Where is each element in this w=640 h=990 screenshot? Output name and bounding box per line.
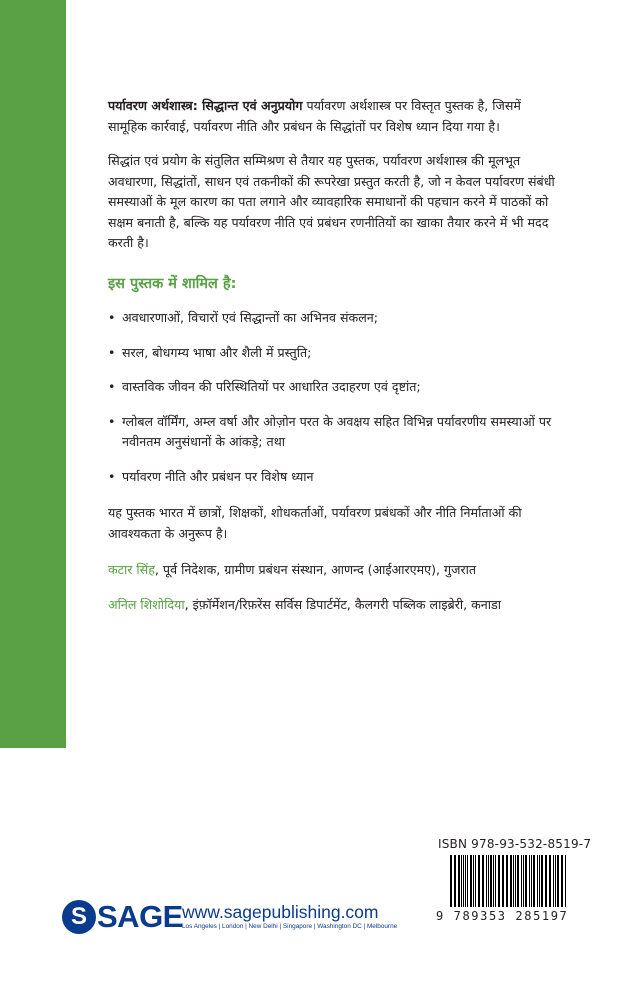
barcode-bar [526, 855, 527, 907]
barcode-bar [499, 855, 500, 907]
sage-logo [62, 897, 183, 937]
back-cover-text [108, 96, 563, 629]
feature-item: • ग्लोबल वॉर्मिंग, अम्ल वर्षा और ओज़ोन परत के अवक्षय सहित विभिन्न पर्यावरणीय समस्याओं पर नवीनतम अनुसंधानों के आंकड़े; तथा [108, 412, 563, 453]
feature-item: • अवधारणाओं, विचारों एवं सिद्धान्तों का अभिनव संकलन; [108, 308, 563, 329]
barcode-bar [461, 855, 462, 907]
barcode-bar [558, 855, 559, 907]
book-title: पर्यावरण अर्थशास्त्र: सिद्धान्त एवं अनुप्रयोग [108, 98, 303, 113]
barcode-bar [495, 855, 496, 907]
description-paragraph: सिद्धांत एवं प्रयोग के संतुलित सम्मिश्रण से तैयार यह पुस्तक, पर्यावरण अर्थशास्त्र की मूलभूत अवधारणा, सिद्धांतों, साधन एवं तकनीकों की रूपरेखा प्रस्तुत करती है, जो न केवल पर्यावरण संबंधी समस्याओं के मूल कारण का पता लगाने और व्यावहारिक समाधानों की पहचान करने में पाठकों को सक्षम बनाती है, बल्कि यह पर्यावरण नीति एवं प्रबंधन रणनीतियों का खाका तैयार करने में भी मदद करती है। [108, 153, 555, 250]
feature-item: • सरल, बोधगम्य भाषा और शैली में प्रस्तुति; [108, 343, 563, 364]
barcode-bar [506, 855, 507, 907]
barcode-bar [521, 855, 522, 907]
barcode-bar [475, 855, 476, 907]
barcode-bar [465, 855, 466, 907]
barcode-bar [534, 855, 535, 907]
barcode-bar [553, 855, 554, 907]
barcode [450, 855, 566, 907]
barcode-bar [529, 855, 530, 907]
author-affiliation: , इंफ़ॉर्मेशन/रिफ़रेंस सर्विस डिपार्टमेंट, कैलगरी पब्लिक लाइब्रेरी, कनाडा [184, 596, 502, 612]
feature-item: • पर्यावरण नीति और प्रबंधन पर विशेष ध्यान [108, 467, 563, 488]
feature-item: • वास्तविक जीवन की परिस्थितियों पर आधारित उदाहरण एवं दृष्टांत; [108, 377, 563, 398]
green-side-band [0, 0, 66, 748]
intro-paragraph [108, 96, 563, 137]
barcode-digits: 9 789353 285197 [436, 909, 569, 923]
includes-heading: इस पुस्तक में शामिल है: [108, 275, 237, 292]
audience-paragraph: यह पुस्तक भारत में छात्रों, शिक्षकों, शोधकर्ताओं, पर्यावरण प्रबंधकों और नीति निर्माताओं की आवश्यकता के अनुरूप है। [108, 505, 522, 541]
author-name: अनिल शिशोदिया [108, 596, 185, 612]
intro-text: पर्यावरण अर्थशास्त्र पर विस्तृत पुस्तक है, जिसमें सामूहिक कार्रवाई, पर्यावरण नीति और प्रबंधन के सिद्धांतों पर विशेष ध्यान दिया गया है। [108, 98, 521, 134]
barcode-bar [539, 855, 540, 907]
author-entry [108, 595, 563, 616]
barcode-bar [486, 855, 487, 907]
barcode-bar [478, 855, 479, 907]
author-name: कटार सिंह [108, 562, 155, 577]
barcode-bar [545, 855, 546, 907]
barcode-bar [493, 855, 494, 907]
publisher-url[interactable]: www.sagepublishing.com [182, 902, 379, 922]
barcode-bar [467, 855, 468, 907]
barcode-bar [517, 855, 518, 907]
barcode-bar [455, 855, 456, 907]
publisher-cities: Los Angeles | London | New Delhi | Singapore | Washington DC | Melbourne [182, 923, 398, 930]
sage-wordmark: SAGE [97, 899, 183, 934]
barcode-bar [546, 855, 547, 907]
feature-list [108, 308, 563, 487]
barcode-bar [483, 855, 484, 907]
author-entry [108, 560, 563, 581]
isbn-label: ISBN 978-93-532-8519-7 [438, 837, 592, 851]
author-affiliation: , पूर्व निदेशक, ग्रामीण प्रबंधन संस्थान, आणन्द (आईआरएमए), गुजरात [154, 562, 477, 577]
sage-logo-circle-icon: S [62, 900, 96, 934]
